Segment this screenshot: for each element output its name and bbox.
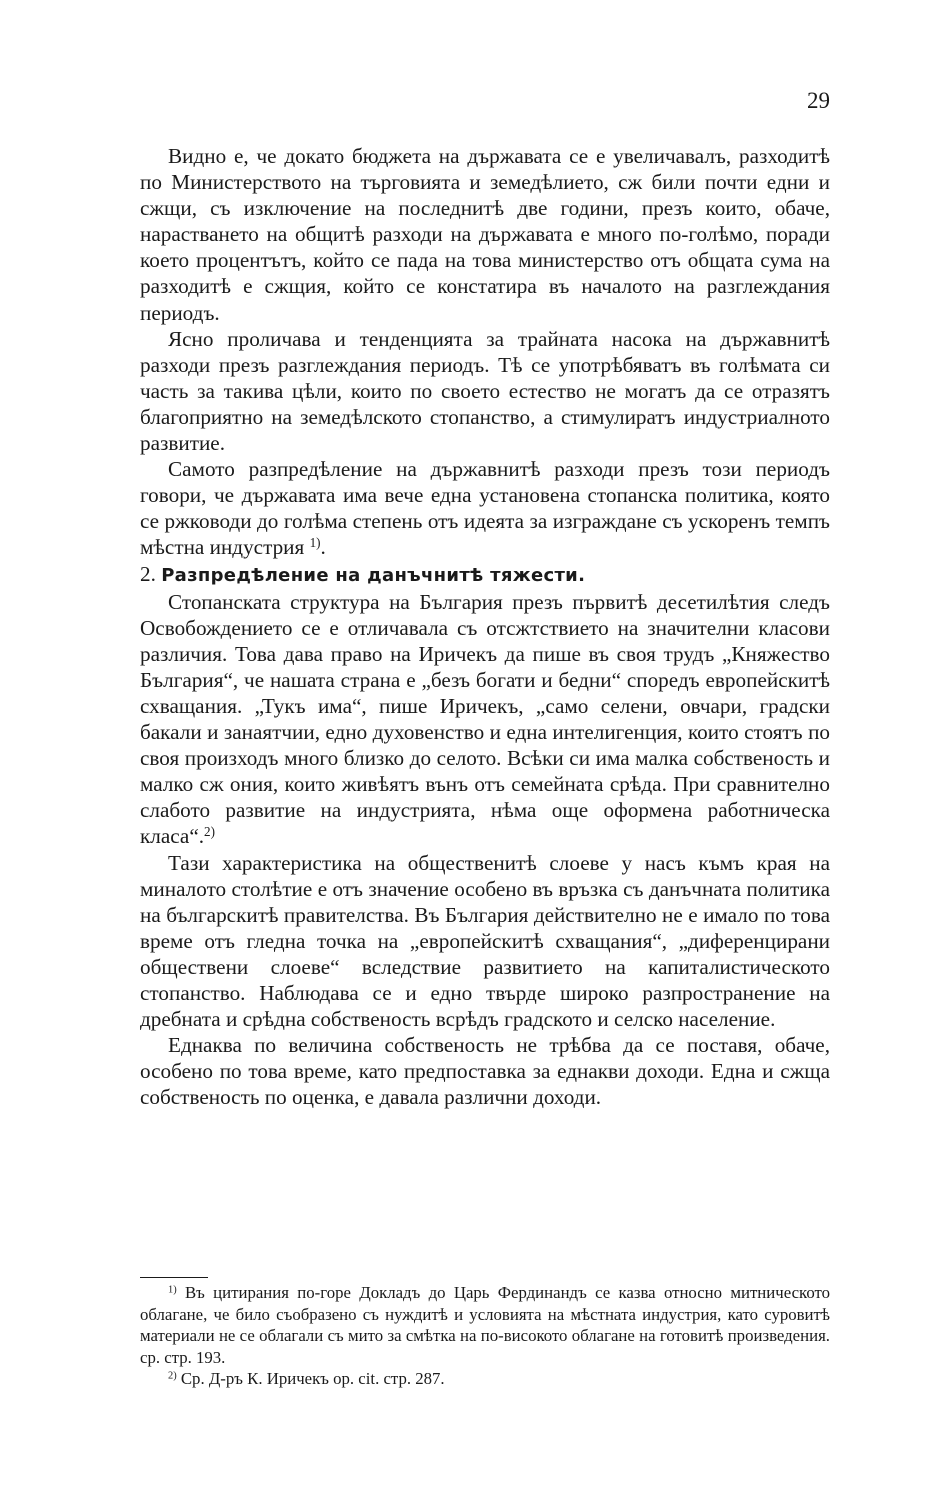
paragraph-text: Видно е, че докато бюджета на държавата се е увеличавалъ, разходитѣ по Министерството на търговията и земедѣлието, сж били почти едни и сжщи, съ изключение на последнитѣ две години, презъ които, обаче, нарастването на общитѣ разходи на държавата е много по-голѣмо, поради което процентътъ, който се пада на това министерство отъ общата сума на разходитѣ е сжщия, който се констатира въ началото на разглеждания периодъ. [140, 144, 830, 325]
footnote-ref: 2) [204, 824, 215, 840]
footnote [140, 1368, 830, 1390]
paragraph-tail: . [320, 535, 326, 560]
section-heading [140, 561, 830, 589]
footnotes [140, 1282, 830, 1390]
footnote-text: Ср. Д-ръ К. Иричекъ op. cit. стр. 287. [176, 1369, 445, 1388]
footnote-ref: 1) [309, 535, 321, 551]
paragraph [140, 456, 830, 560]
paragraph-text: Тази характеристика на общественитѣ слоеве у насъ къмъ края на миналото столѣтие е отъ значение особено въ връзка съ данъчната политика на българскитѣ правителства. Въ България действително не е имало по това време отъ гледна точка на „европейскитѣ схващания“, „диференцирани обществени слоеве“ вследствие развитието на капиталистическото стопанство. Наблюдава се и едно твърде широко разпространение на дребната и срѣдна собственость всрѣдъ градското и селско население. [140, 850, 830, 1032]
paragraph-text: Самото разпредѣление на държавнитѣ разходи презъ този периодъ говори, че държавата има вече една установена стопанска политика, която се ржководи до голѣма степень отъ идеята за изграждане съ ускоренъ темпъ мѣстна индустрия [140, 457, 830, 560]
footnote [140, 1282, 830, 1368]
paragraph-text: Еднаква по величина собственость не трѣбва да се поставя, обаче, особено по това време, като предпоставка за еднакви доходи. Една и сжща собственость по оценка, е давала различни доходи. [140, 1033, 830, 1110]
main-text [140, 143, 830, 1110]
page-number: 29 [807, 88, 830, 113]
paragraph [140, 589, 830, 850]
footnote-mark: 1) [168, 1284, 177, 1296]
paragraph [140, 850, 830, 1033]
paragraph-text: Ясно проличава и тенденцията за трайната насока на държавнитѣ разходи презъ разглеждания периодъ. Тѣ се употрѣбяватъ въ голѣмата си часть за такива цѣли, които по своето естество не могатъ да се отразятъ благоприятно на земедѣлското стопанство, а стимулиратъ индустриалното развитие. [140, 326, 830, 456]
paragraph [140, 326, 830, 456]
section-title: Разпредѣление на данъчнитѣ тяжести. [161, 564, 586, 586]
section-number: 2. [140, 561, 156, 586]
paragraph [140, 143, 830, 326]
paragraph [140, 1032, 830, 1110]
footnote-text: Въ цитирания по-горе Докладъ до Царь Фердинандъ се казва относно митническото облагане, че било съобразено съ нуждитѣ и условията на мѣстната индустрия, като суровитѣ материали не се облагали съ мито за смѣтка на по-високото облагане на готовитѣ произведения. ср. стр. 193. [140, 1283, 830, 1367]
footnote-mark: 2) [168, 1370, 177, 1382]
footnote-divider [140, 1277, 208, 1278]
paragraph-text: Стопанската структура на България презъ първитѣ десетилѣтия следъ Освобождението се е отличавала съ отсжтствието на значителни класови различия. Това дава право на Иричекъ да пише въ своя трудъ „Княжество България“, че нашата страна е „безъ богати и бедни“ споредъ европейскитѣ схващания. „Тукъ има“, пише Иричекъ, „само селени, овчари, градски бакали и занаятчии, едно духовенство и една интелигенция, които стоятъ по своя произходъ много близко до селото. Всѣки си има малка собственость и малко сж ония, които живѣятъ вънъ отъ семейната срѣда. При сравнително слабото развитие на индустрията, нѣма още оформена работническа класа“. [140, 589, 830, 849]
